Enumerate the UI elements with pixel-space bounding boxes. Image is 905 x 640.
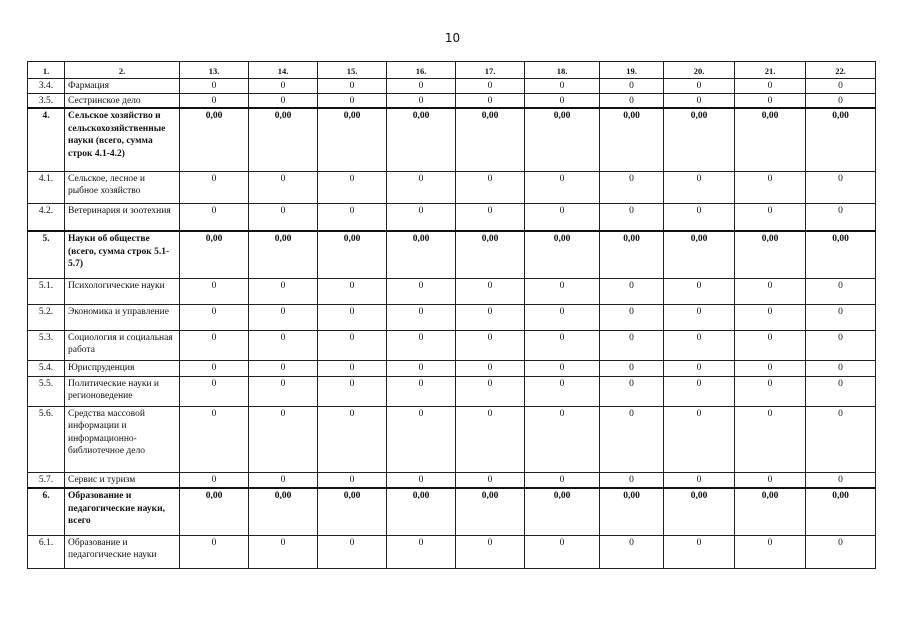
row-name: Ветеринария и зоотехния <box>65 203 180 231</box>
table-cell: 0,00 <box>180 108 249 171</box>
table-cell: 0,00 <box>664 231 735 278</box>
table-cell: 0 <box>806 304 876 330</box>
row-number: 5.1. <box>28 278 65 304</box>
table-cell: 0,00 <box>387 488 456 535</box>
table-row <box>28 376 876 406</box>
table-cell: 0 <box>318 203 387 231</box>
column-header: 19. <box>600 62 664 79</box>
table-cell: 0 <box>387 93 456 108</box>
table-cell: 0 <box>525 203 600 231</box>
row-name: Политические науки и регионоведение <box>65 376 180 406</box>
row-name: Образование и педагогические науки <box>65 535 180 568</box>
table-cell: 0 <box>180 406 249 472</box>
table-cell: 0 <box>525 472 600 488</box>
table-cell: 0 <box>806 535 876 568</box>
row-number: 4. <box>28 108 65 171</box>
table-cell: 0 <box>180 93 249 108</box>
table-cell: 0 <box>249 171 318 203</box>
table-cell: 0 <box>249 376 318 406</box>
table-cell: 0 <box>456 79 525 94</box>
table-cell: 0 <box>456 304 525 330</box>
table-cell: 0 <box>249 203 318 231</box>
table-cell: 0 <box>664 376 735 406</box>
table-cell: 0 <box>806 330 876 360</box>
table-cell: 0,00 <box>318 108 387 171</box>
row-name: Социология и социальная работа <box>65 330 180 360</box>
table-cell: 0 <box>387 535 456 568</box>
table-cell: 0,00 <box>456 108 525 171</box>
table-cell: 0 <box>249 93 318 108</box>
table-cell: 0 <box>525 93 600 108</box>
row-number: 6.1. <box>28 535 65 568</box>
row-number: 4.2. <box>28 203 65 231</box>
column-header: 16. <box>387 62 456 79</box>
table-cell: 0,00 <box>318 231 387 278</box>
table-cell: 0,00 <box>600 488 664 535</box>
table-cell: 0 <box>318 278 387 304</box>
table-cell: 0 <box>180 79 249 94</box>
table-cell: 0,00 <box>387 231 456 278</box>
row-number: 5. <box>28 231 65 278</box>
table-cell: 0 <box>806 406 876 472</box>
table-cell: 0,00 <box>249 231 318 278</box>
table-cell: 0 <box>456 376 525 406</box>
column-header: 2. <box>65 62 180 79</box>
table-cell: 0 <box>664 406 735 472</box>
table-cell: 0 <box>600 472 664 488</box>
table-cell: 0 <box>387 278 456 304</box>
table-cell: 0,00 <box>318 488 387 535</box>
table-row <box>28 488 876 535</box>
row-number: 3.4. <box>28 79 65 94</box>
table-cell: 0,00 <box>806 231 876 278</box>
table-cell: 0 <box>600 376 664 406</box>
table-cell: 0 <box>600 360 664 376</box>
table-cell: 0 <box>664 330 735 360</box>
table-row <box>28 79 876 94</box>
table-cell: 0,00 <box>249 108 318 171</box>
table-cell: 0 <box>806 93 876 108</box>
table-cell: 0 <box>318 330 387 360</box>
table-row <box>28 472 876 488</box>
row-name: Науки об обществе (всего, сумма строк 5.1-5.7) <box>65 231 180 278</box>
table-cell: 0 <box>806 278 876 304</box>
table-cell: 0 <box>456 93 525 108</box>
table-cell: 0 <box>318 93 387 108</box>
row-number: 5.6. <box>28 406 65 472</box>
row-name: Средства массовой информации и информационно-библиотечное дело <box>65 406 180 472</box>
table-cell: 0 <box>806 376 876 406</box>
table-cell: 0 <box>806 203 876 231</box>
table-cell: 0 <box>664 472 735 488</box>
table-cell: 0 <box>249 278 318 304</box>
table-cell: 0 <box>318 406 387 472</box>
table-cell: 0 <box>735 472 806 488</box>
table-cell: 0 <box>806 79 876 94</box>
table-cell: 0 <box>525 376 600 406</box>
table-cell: 0 <box>180 203 249 231</box>
table-cell: 0 <box>600 304 664 330</box>
table-cell: 0 <box>456 360 525 376</box>
table-cell: 0 <box>387 360 456 376</box>
table-cell: 0 <box>735 278 806 304</box>
table-cell: 0 <box>806 171 876 203</box>
table-cell: 0,00 <box>735 488 806 535</box>
table-cell: 0 <box>456 330 525 360</box>
table-cell: 0 <box>318 79 387 94</box>
table-cell: 0 <box>387 304 456 330</box>
table-cell: 0 <box>735 330 806 360</box>
table-cell: 0 <box>664 535 735 568</box>
table-cell: 0 <box>664 203 735 231</box>
table-cell: 0,00 <box>735 231 806 278</box>
table-cell: 0 <box>180 278 249 304</box>
table-cell: 0 <box>735 304 806 330</box>
table-row <box>28 171 876 203</box>
table-cell: 0 <box>600 406 664 472</box>
row-number: 4.1. <box>28 171 65 203</box>
header-row <box>28 62 876 79</box>
table-cell: 0 <box>806 360 876 376</box>
table-cell: 0 <box>735 360 806 376</box>
table-cell: 0,00 <box>600 231 664 278</box>
row-name: Сервис и туризм <box>65 472 180 488</box>
table-cell: 0,00 <box>525 231 600 278</box>
table-cell: 0 <box>806 472 876 488</box>
row-number: 5.3. <box>28 330 65 360</box>
table-cell: 0 <box>180 171 249 203</box>
column-header: 14. <box>249 62 318 79</box>
table-cell: 0 <box>180 535 249 568</box>
table-cell: 0 <box>318 360 387 376</box>
table-cell: 0 <box>525 278 600 304</box>
table-cell: 0 <box>664 79 735 94</box>
table-cell: 0 <box>600 535 664 568</box>
table-cell: 0,00 <box>525 488 600 535</box>
table-cell: 0 <box>600 171 664 203</box>
table-cell: 0 <box>180 472 249 488</box>
table-cell: 0 <box>456 472 525 488</box>
column-header: 22. <box>806 62 876 79</box>
table-cell: 0,00 <box>806 488 876 535</box>
table-cell: 0 <box>525 535 600 568</box>
table-cell: 0 <box>456 203 525 231</box>
table-cell: 0 <box>600 330 664 360</box>
table-cell: 0,00 <box>456 488 525 535</box>
row-number: 5.5. <box>28 376 65 406</box>
row-name: Сельское, лесное и рыбное хозяйство <box>65 171 180 203</box>
table-cell: 0 <box>180 376 249 406</box>
table-cell: 0 <box>456 535 525 568</box>
column-header: 18. <box>525 62 600 79</box>
column-header: 21. <box>735 62 806 79</box>
table-cell: 0 <box>249 79 318 94</box>
table-body <box>28 62 876 569</box>
table-cell: 0 <box>456 278 525 304</box>
table-row <box>28 330 876 360</box>
row-name: Юриспруденция <box>65 360 180 376</box>
table-cell: 0 <box>664 93 735 108</box>
table-cell: 0 <box>456 406 525 472</box>
row-name: Психологические науки <box>65 278 180 304</box>
table-cell: 0 <box>600 79 664 94</box>
table-cell: 0 <box>664 360 735 376</box>
table-cell: 0 <box>525 171 600 203</box>
table-cell: 0 <box>180 360 249 376</box>
table-cell: 0,00 <box>664 488 735 535</box>
table-cell: 0 <box>600 203 664 231</box>
row-number: 3.5. <box>28 93 65 108</box>
table-cell: 0 <box>249 330 318 360</box>
table-cell: 0 <box>318 376 387 406</box>
table-cell: 0 <box>249 304 318 330</box>
table-cell: 0 <box>387 406 456 472</box>
table-cell: 0 <box>735 406 806 472</box>
page-number: 10 <box>444 31 461 45</box>
table-cell: 0 <box>525 406 600 472</box>
table-cell: 0 <box>600 93 664 108</box>
table-cell: 0 <box>387 171 456 203</box>
table-cell: 0 <box>387 376 456 406</box>
table-row <box>28 304 876 330</box>
column-header: 17. <box>456 62 525 79</box>
table-cell: 0,00 <box>525 108 600 171</box>
table-cell: 0 <box>387 472 456 488</box>
table-cell: 0 <box>735 376 806 406</box>
table-cell: 0,00 <box>806 108 876 171</box>
table-cell: 0 <box>318 472 387 488</box>
row-name: Образование и педагогические науки, всего <box>65 488 180 535</box>
data-table <box>27 61 876 569</box>
table-cell: 0 <box>456 171 525 203</box>
table-row <box>28 93 876 108</box>
table-cell: 0 <box>735 535 806 568</box>
table-cell: 0,00 <box>664 108 735 171</box>
row-name: Сестринское дело <box>65 93 180 108</box>
table-cell: 0,00 <box>456 231 525 278</box>
table-cell: 0 <box>735 203 806 231</box>
table-row <box>28 535 876 568</box>
table-cell: 0 <box>525 304 600 330</box>
column-header: 20. <box>664 62 735 79</box>
table-cell: 0 <box>318 171 387 203</box>
table-cell: 0 <box>735 79 806 94</box>
row-number: 5.2. <box>28 304 65 330</box>
table-row <box>28 360 876 376</box>
table-cell: 0 <box>387 79 456 94</box>
table-cell: 0 <box>525 79 600 94</box>
table-cell: 0 <box>318 535 387 568</box>
table-cell: 0,00 <box>180 488 249 535</box>
column-header: 1. <box>28 62 65 79</box>
table-cell: 0 <box>180 304 249 330</box>
table-cell: 0 <box>249 406 318 472</box>
table-cell: 0 <box>735 93 806 108</box>
table-row <box>28 406 876 472</box>
table-cell: 0 <box>387 330 456 360</box>
table-cell: 0 <box>249 535 318 568</box>
table-row <box>28 278 876 304</box>
table-cell: 0 <box>387 203 456 231</box>
table-cell: 0 <box>664 304 735 330</box>
row-name: Экономика и управление <box>65 304 180 330</box>
table-cell: 0 <box>249 360 318 376</box>
column-header: 15. <box>318 62 387 79</box>
table-cell: 0,00 <box>600 108 664 171</box>
table-cell: 0 <box>664 171 735 203</box>
table-row <box>28 203 876 231</box>
row-name: Фармация <box>65 79 180 94</box>
row-name: Сельское хозяйство и сельскохозяйственные науки (всего, сумма строк 4.1-4.2) <box>65 108 180 171</box>
row-number: 5.4. <box>28 360 65 376</box>
table-cell: 0,00 <box>735 108 806 171</box>
table-cell: 0 <box>249 472 318 488</box>
table-cell: 0 <box>180 330 249 360</box>
table-row <box>28 108 876 171</box>
row-number: 6. <box>28 488 65 535</box>
table-row <box>28 231 876 278</box>
column-header: 13. <box>180 62 249 79</box>
table-cell: 0 <box>600 278 664 304</box>
table-cell: 0,00 <box>249 488 318 535</box>
table-cell: 0 <box>735 171 806 203</box>
table-cell: 0 <box>318 304 387 330</box>
table-cell: 0 <box>664 278 735 304</box>
table-cell: 0 <box>525 360 600 376</box>
table-cell: 0,00 <box>387 108 456 171</box>
table-cell: 0,00 <box>180 231 249 278</box>
row-number: 5.7. <box>28 472 65 488</box>
table-cell: 0 <box>525 330 600 360</box>
